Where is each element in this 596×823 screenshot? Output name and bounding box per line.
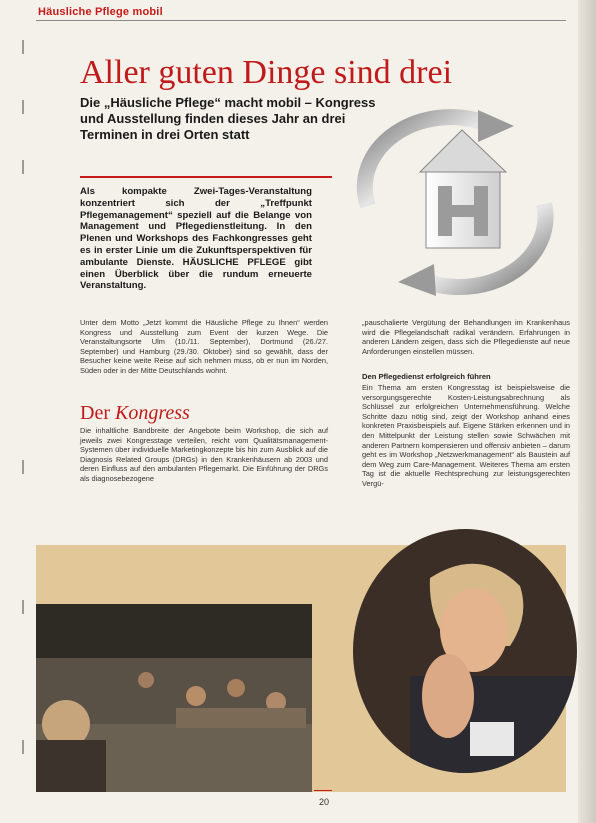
woman-portrait-photo — [350, 526, 580, 776]
column-2-subheading: Den Pflegedienst erfolgreich führen — [362, 372, 491, 381]
article-intro: Als kompakte Zwei-Tages-Veranstaltung konzentriert sich der „Treffpunkt Pflegemanagement“ speziell auf die Belange von Management und Pflegedienstleitung. In den Plenen und Workshops des Fachkongresses geht es in erster Linie um die Zukunftsperspektiven für ambulante Dienste. HÄUSLICHE PFLEGE gibt einen Überblick über die rundum erneuerte Veranstaltung. — [80, 186, 312, 292]
article-title: Aller guten Dinge sind drei — [80, 54, 453, 91]
section-heading-kongress: Der Kongress — [80, 402, 190, 424]
article-subtitle: Die „Häusliche Pflege“ macht mobil – Kongress und Ausstellung finden dieses Jahr an drei Terminen in drei Orten statt — [80, 95, 376, 142]
margin-marks — [20, 40, 26, 780]
article-column-2: „pauschalierte Vergütung der Behandlungen im Krankenhaus wird die Pflegelandschaft radikal verändern. Erfahrungen in anderen Ländern zeigen, dass sich die Pflegedienste auf neue Anforderungen einstellen müssen. — [362, 318, 570, 356]
article-column-2b: Ein Thema am ersten Kongresstag ist beispielsweise die versorgungsgerechte Kosten-Leistungsabrechnung als Schlüssel zur erfolgreichen Unternehmensführung. Welche Schritte dazu nötig sind, zeigt der Workshop anhand eines konkreten Praxisbeispiels auf. Eigene Stärken erkennen und in den Mittelpunkt der Leistung stellen sowie Schwächen mit anderen Partnern kompensieren und offensiv anbieten – darum geht es im Workshop „Netzwerkmanagement“ als Baustein auf dem Weg zum Care-Management. Weiteres Thema am ersten Tag ist die aktuelle Rechtsprechung zur leistungsgerechten Vergü- — [362, 383, 570, 488]
red-divider — [80, 176, 332, 178]
section-label: Häusliche Pflege mobil — [38, 6, 163, 18]
footer-rule — [314, 790, 332, 791]
top-rule — [36, 20, 566, 21]
page-spine-shadow — [578, 0, 596, 823]
hp-logo-icon — [338, 86, 570, 304]
kongress-text: Die inhaltliche Bandbreite der Angebote beim Workshop, die sich auf jeweils zwei Kongresstage verteilen, reicht vom Qualitätsmanagement-Systemen über individuelle Marketingkonzepte bis hin zum Ausblick auf die Diagnosis Related Groups (DRGs) in den Krankenhäusern ab 2003 und deren Einfluss auf den ambulanten Pflegemarkt. Die Einführung der DRGs als diagnosebezogene — [80, 426, 328, 483]
page-number: 20 — [318, 797, 329, 807]
article-column-1: Unter dem Motto „Jetzt kommt die Häusliche Pflege zu Ihnen“ werden Kongress und Ausstellung zum Event der kurzen Wege. Die Veranstaltungsorte Ulm (10./11. September), Dortmund (26./27. September) und Hamburg (29./30. Oktober) sind so gewählt, dass der Besucher keine weite Reise auf sich nehmen muss, ob er nun im Norden, Süden oder in der Mitte Deutschlands wohnt. — [80, 318, 328, 375]
conference-audience-photo — [36, 604, 312, 792]
